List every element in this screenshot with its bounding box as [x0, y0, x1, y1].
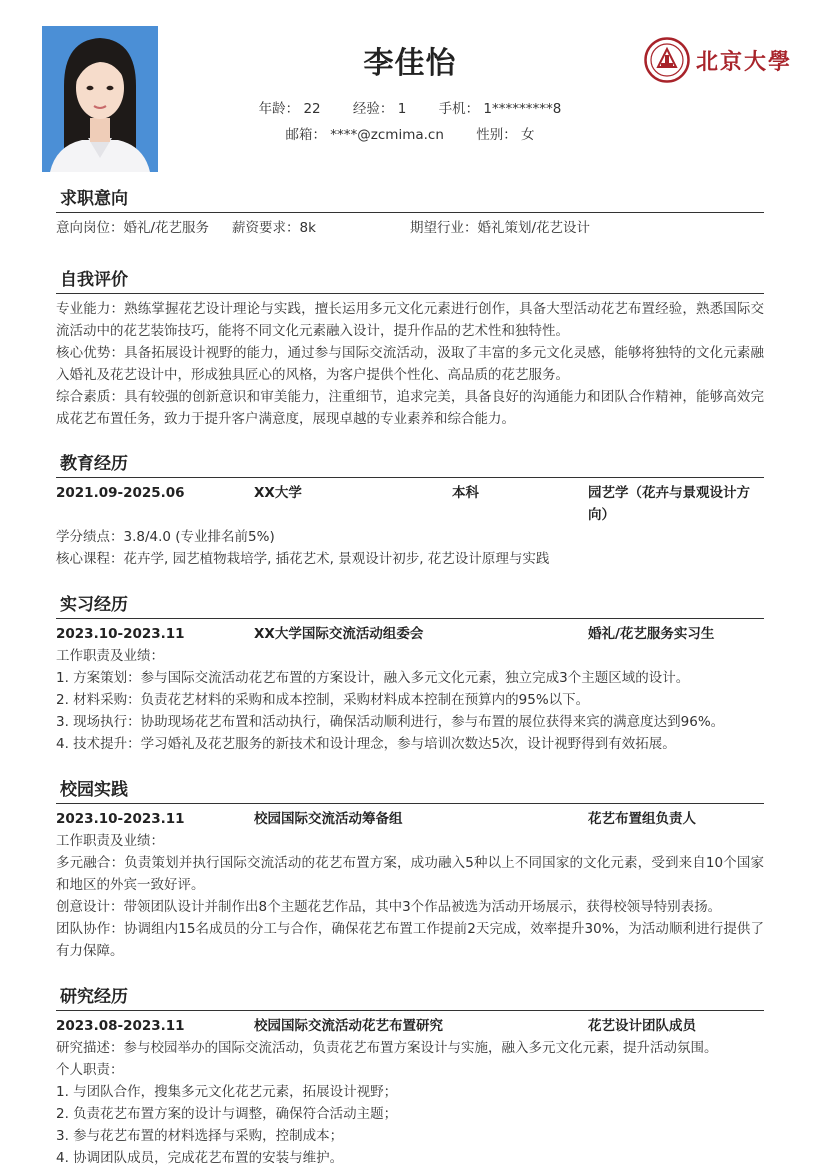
section-title: 求职意向: [56, 186, 764, 213]
education-section: [56, 451, 764, 570]
education-line: 学分绩点：3.8/4.0 (专业排名前5%): [56, 529, 275, 545]
research-body: [56, 1011, 764, 1169]
research-line: 研究描述：参与校园举办的国际交流活动，负责花艺布置方案设计与实施，融入多元文化元素，提升活动氛围。: [56, 1040, 718, 1056]
school-name: XX大学: [254, 485, 302, 501]
major: 园艺学（花卉与景观设计方向）: [588, 485, 750, 523]
internship-line: 2. 材料采购：负责花艺材料的采购和成本控制，采购材料成本控制在预算内的95%以下。: [56, 692, 590, 708]
research-line: 2. 负责花艺布置方案的设计与调整，确保符合活动主题；: [56, 1106, 398, 1122]
section-title: 教育经历: [56, 451, 764, 478]
internship-line: 1. 方案策划：参与国际交流活动花艺布置的方案设计，融入多元文化元素，独立完成3个主题区域的设计。: [56, 670, 690, 686]
internship-entry-header: [56, 623, 764, 645]
research-line: 3. 参与花艺布置的材料选择与采购，控制成本；: [56, 1128, 344, 1144]
campus-line: 创意设计：带领团队设计并制作出8个主题花艺作品，其中3个作品被选为活动开场展示，获得校领导特别表扬。: [56, 899, 722, 915]
paragraph: 综合素质：具有较强的创新意识和审美能力，注重细节，追求完美，具备良好的沟通能力和团队合作精神，能够高效完成花艺布置任务，致力于提升客户满意度，展现卓越的专业素养和综合能力。: [56, 389, 764, 427]
campus-practice-section: [56, 777, 764, 962]
university-seal-icon: [644, 37, 690, 83]
project-name: 校园国际交流活动花艺布置研究: [254, 1018, 443, 1034]
research-section: [56, 984, 764, 1169]
paragraph: 专业能力：熟练掌握花艺设计理论与实践，擅长运用多元文化元素进行创作，具备大型活动花艺布置经验，熟悉国际交流活动中的花艺装饰技巧，能将不同文化元素融入设计，提升作品的艺术性和独特性。: [56, 301, 764, 339]
research-line: 个人职责：: [56, 1062, 124, 1078]
research-entry-header: [56, 1015, 764, 1037]
basic-info-row: [0, 97, 820, 117]
experience-value: 1: [397, 101, 407, 117]
paragraph: 核心优势：具备拓展设计视野的能力，通过参与国际交流活动，汲取了丰富的多元文化灵感，能够将独特的文化元素融入婚礼及花艺设计中，形成独具匠心的风格，为客户提供个性化、高品质的花艺服务。: [56, 345, 764, 383]
age-info: 年龄： 22: [258, 101, 321, 117]
organization: 校园国际交流活动筹备组: [254, 811, 403, 827]
internship-line: 4. 技术提升：学习婚礼及花艺服务的新技术和设计理念，参与培训次数达5次，设计视野得到有效拓展。: [56, 736, 676, 752]
date-range: 2023.10-2023.11: [56, 811, 185, 827]
contact-info-row: [0, 123, 820, 143]
campus-line: 多元融合：负责策划并执行国际交流活动的花艺布置方案，成功融入5种以上不同国家的文化元素，受到来自10个国家和地区的外宾一致好评。: [56, 855, 764, 893]
internship-line: 工作职责及业绩：: [56, 648, 164, 664]
university-logo: [644, 36, 794, 84]
self-evaluation-section: [56, 267, 764, 430]
research-line: 4. 协调团队成员，完成花艺布置的安装与维护。: [56, 1150, 344, 1166]
education-body: [56, 478, 764, 570]
gender-info: 性别： 女: [476, 127, 535, 143]
candidate-name: 李佳怡: [363, 46, 457, 81]
age-value: 22: [303, 101, 321, 117]
education-line: 核心课程：花卉学, 园艺植物栽培学, 插花艺术, 景观设计初步, 花艺设计原理与实践: [56, 551, 550, 567]
phone-info: 手机： 1*********8: [438, 101, 562, 117]
job-intent-body: [56, 213, 764, 239]
education-entry-header: [56, 482, 764, 526]
section-title: 校园实践: [56, 777, 764, 804]
internship-body: [56, 619, 764, 755]
research-line: 1. 与团队合作，搜集多元文化花艺元素，拓展设计视野；: [56, 1084, 398, 1100]
campus-practice-body: [56, 804, 764, 962]
role: 婚礼/花艺服务实习生: [588, 626, 715, 642]
role: 花艺布置组负责人: [588, 811, 696, 827]
email-value: ****@zcmima.cn: [330, 127, 444, 143]
organization: XX大学国际交流活动组委会: [254, 626, 424, 642]
campus-line: 团队协作：协调组内15名成员的分工与合作，确保花艺布置工作提前2天完成，效率提升30%，为活动顺利进行提供了有力保障。: [56, 921, 764, 959]
industry-info: 期望行业：婚礼策划/花艺设计: [410, 220, 591, 236]
position-info: 意向岗位：婚礼/花艺服务: [56, 220, 210, 236]
degree: 本科: [452, 485, 479, 501]
campus-entry-header: [56, 808, 764, 830]
section-title: 实习经历: [56, 592, 764, 619]
date-range: 2023.10-2023.11: [56, 626, 185, 642]
date-range: 2023.08-2023.11: [56, 1018, 185, 1034]
section-title: 自我评价: [56, 267, 764, 294]
experience-info: 经验： 1: [352, 101, 407, 117]
date-range: 2021.09-2025.06: [56, 485, 185, 501]
campus-line: 工作职责及业绩：: [56, 833, 164, 849]
gender-value: 女: [521, 127, 535, 143]
university-logo-text: 北京大學: [696, 48, 793, 75]
internship-line: 3. 现场执行：协助现场花艺布置和活动执行，确保活动顺利进行，参与布置的展位获得来宾的满意度达到96%。: [56, 714, 725, 730]
phone-value: 1*********8: [483, 101, 562, 117]
salary-info: 薪资要求：8k: [232, 220, 316, 236]
role: 花艺设计团队成员: [588, 1018, 696, 1034]
self-evaluation-body: [56, 294, 764, 430]
section-title: 研究经历: [56, 984, 764, 1011]
internship-section: [56, 592, 764, 755]
email-info: 邮箱： ****@zcmima.cn: [285, 127, 444, 143]
job-intent-section: [56, 186, 764, 239]
